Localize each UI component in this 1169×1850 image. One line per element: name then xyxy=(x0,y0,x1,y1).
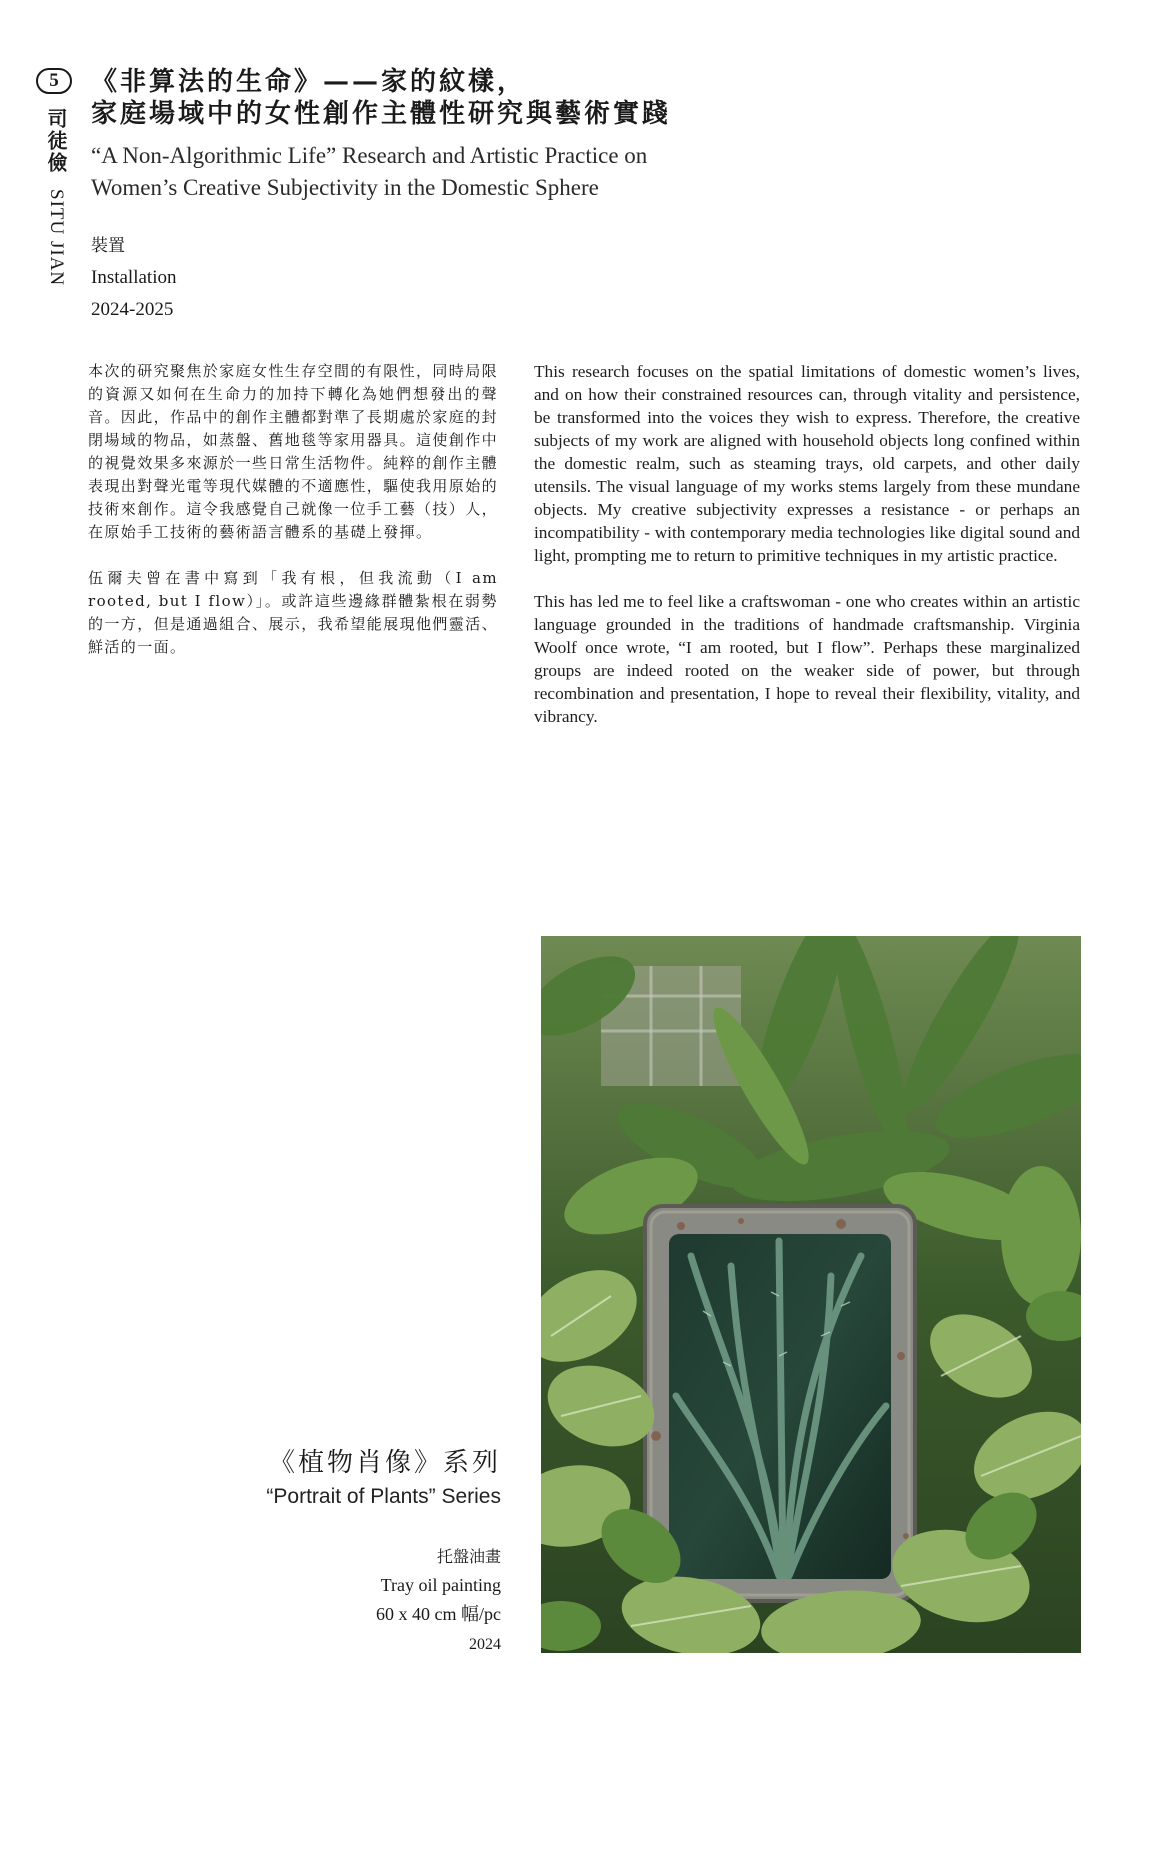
artwork-number-badge: 5 xyxy=(36,68,72,94)
title-zh-line2: 家庭場域中的女性創作主體性研究與藝術實踐 xyxy=(91,99,672,129)
plant-tray-photo-illustration xyxy=(541,936,1081,1653)
statement-zh-paragraph-1: 本次的研究聚焦於家庭女性生存空間的有限性，同時局限的資源又如何在生命力的加持下轉化為她們想發出的聲音。因此，作品中的創作主體都對準了長期處於家庭的封閉場域的物品，如蒸盤、舊地毯等家用器具。這使創作中的視覺效果多來源於一些日常生活物件。純粹的創作主體表現出對聲光電等現代媒體的不適應性，驅使我用原始的技術來創作。這令我感覺自己就像一位手工藝（技）人，在原始手工技術的藝術語言體系的基礎上發揮。 xyxy=(88,362,499,541)
statement-zh-paragraph-2: 伍爾夫曾在書中寫到「我有根，但我流動（I am rooted, but I flow）」。或許這些邊緣群體紮根在弱勢的一方，但是通過組合、展示，我希望能展現他們靈活、鮮活的一面。 xyxy=(88,569,499,656)
medium-en: Installation xyxy=(91,267,177,288)
artwork-photo xyxy=(541,936,1081,1653)
statement-en-paragraph-2: This has led me to feel like a craftswoman - one who creates within an artistic language grounded in the traditions of handmade craftsmanship. Virginia Woolf once wrote, “I am rooted, but I flow”. Perhaps these marginalized groups are indeed rooted on the weaker side of power, but through recombination and presentation, I hope to reveal their flexibility, vitality, and vibrancy. xyxy=(534,592,1080,726)
title-en xyxy=(91,140,991,204)
artist-name-en: SITU JIAN xyxy=(46,188,67,287)
caption-medium-en: Tray oil painting xyxy=(380,1575,501,1595)
series-title-en: “Portrait of Plants” Series xyxy=(266,1485,501,1508)
title-en-line2: Women’s Creative Subjectivity in the Domestic Sphere xyxy=(91,175,599,200)
title-zh-line1: 《非算法的生命》——家的紋樣， xyxy=(91,67,527,97)
artist-name-zh: 司徒儉 xyxy=(44,108,68,174)
medium-zh: 裝置 xyxy=(91,236,125,256)
artwork-meta xyxy=(91,230,176,326)
statement-en-paragraph-1: This research focuses on the spatial limitations of domestic women’s lives, and on how their constrained resources can, through vitality and persistence, be transformed into the voices they wish to express. Therefore, the creative subjects of my work are aligned with household objects long confined within the domestic realm, such as steaming trays, old carpets, and other daily utensils. The visual language of my works stems largely from these mundane objects. My creative subjectivity expresses a resistance - or perhaps an incompatibility - with contemporary media technologies like digital sound and light, prompting me to return to primitive techniques in my artistic practice. xyxy=(534,362,1080,565)
caption-dimensions: 60 x 40 cm 幅/pc xyxy=(376,1604,501,1624)
artist-name-vertical xyxy=(42,108,71,286)
title-en-line1: “A Non-Algorithmic Life” Research and Artistic Practice on xyxy=(91,143,648,168)
caption-year: 2024 xyxy=(469,1636,501,1653)
series-title-zh: 《植物肖像》系列 xyxy=(268,1448,501,1478)
caption-medium-zh: 托盤油畫 xyxy=(436,1547,501,1566)
statement-zh xyxy=(88,360,498,682)
years: 2024-2025 xyxy=(91,299,174,320)
statement-en xyxy=(534,360,1080,751)
artwork-caption xyxy=(266,1445,501,1661)
title-block xyxy=(91,66,991,204)
